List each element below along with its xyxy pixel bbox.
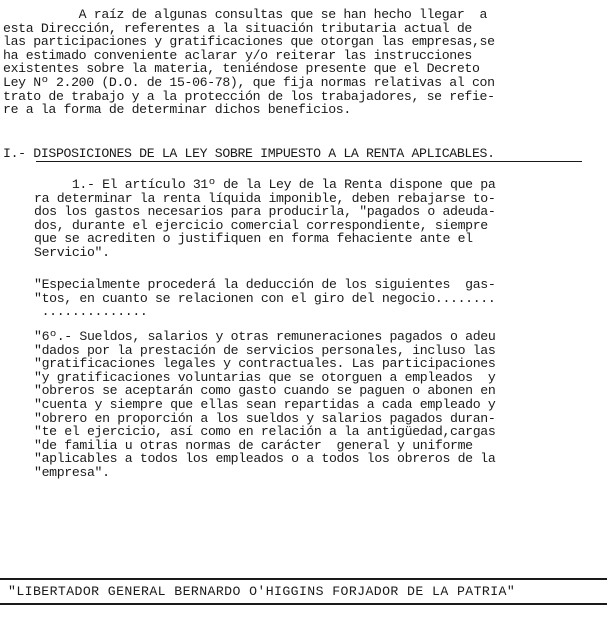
text-line: las participaciones y gratificaciones que otorgan las empresas,se — [3, 34, 495, 50]
text-line: 1.- El artículo 31º de la Ley de la Renta dispone que pa — [34, 177, 496, 192]
footer-rule-bottom — [0, 603, 607, 605]
text-line: "empresa". — [34, 464, 110, 480]
text-line: que se acrediten o justifiquen en forma fehaciente ante el — [34, 231, 473, 247]
text-line: ha estimado conveniente aclarar y/o reiterar las instrucciones — [3, 47, 472, 63]
footer-rule-top — [0, 578, 607, 580]
article-paragraph — [34, 178, 495, 260]
text-line: ra determinar la renta líquida imponible, deben rebajarse to- — [34, 190, 496, 206]
section-heading-underline — [36, 161, 582, 162]
intro-paragraph — [3, 8, 495, 117]
text-line: "tos, en cuanto se relacionen con el giro del negocio........ — [34, 290, 496, 306]
text-line: "aplicables a todos los empleados o a todos los obreros de la — [34, 451, 496, 467]
text-line: dos los gastos necesarios para producirla, "pagados o adeuda- — [34, 204, 496, 220]
text-line: Ley Nº 2.200 (D.O. de 15-06-78), que fija normas relativas al con — [3, 74, 495, 90]
text-line: existentes sobre la materia, teniéndose presente que el Decreto — [3, 61, 480, 77]
text-line: "de familia u otras normas de carácter general y uniforme — [34, 437, 473, 453]
text-line: "Especialmente procederá la deducción de los siguientes gas- — [34, 277, 496, 292]
text-line: "6º.- Sueldos, salarios y otras remuneraciones pagados o adeu — [34, 329, 496, 344]
text-line: "dados por la prestación de servicios personales, incluso las — [34, 342, 496, 358]
text-line: trato de trabajo y a la protección de los trabajadores, se refie- — [3, 88, 495, 104]
text-line: re a la forma de determinar dichos beneficios. — [3, 102, 351, 118]
quote-paragraph-1 — [34, 278, 495, 319]
text-line: A raíz de algunas consultas que se han hecho llegar a — [3, 7, 488, 22]
text-line: "obreros se aceptarán como gasto cuando se paguen o abonen en — [34, 383, 496, 399]
text-line: "gratificaciones legales y contractuales. Las participaciones — [34, 356, 496, 372]
text-line: "obrero en proporción a los sueldos y salarios pagados duran- — [34, 410, 496, 426]
text-line: Servicio". — [34, 244, 110, 260]
text-line: "y gratificaciones voluntarias que se otorguen a empleados y — [34, 369, 496, 385]
text-line: dos, durante el ejercicio comercial correspondiente, siempre — [34, 217, 488, 233]
section-heading: I.- DISPOSICIONES DE LA LEY SOBRE IMPUESTO A LA RENTA APLICABLES. — [3, 146, 495, 161]
text-line: "cuenta y siempre que ellas sean repartidas a cada empleado y — [34, 396, 496, 412]
footer-motto: "LIBERTADOR GENERAL BERNARDO O'HIGGINS FORJADOR DE LA PATRIA" — [8, 584, 516, 599]
text-line: "te el ejercicio, así como en relación a la antigüedad,cargas — [34, 424, 496, 440]
text-line: .............. — [34, 304, 148, 320]
quote-paragraph-2 — [34, 330, 495, 480]
text-line: esta Dirección, referentes a la situación tributaria actual de — [3, 20, 472, 36]
